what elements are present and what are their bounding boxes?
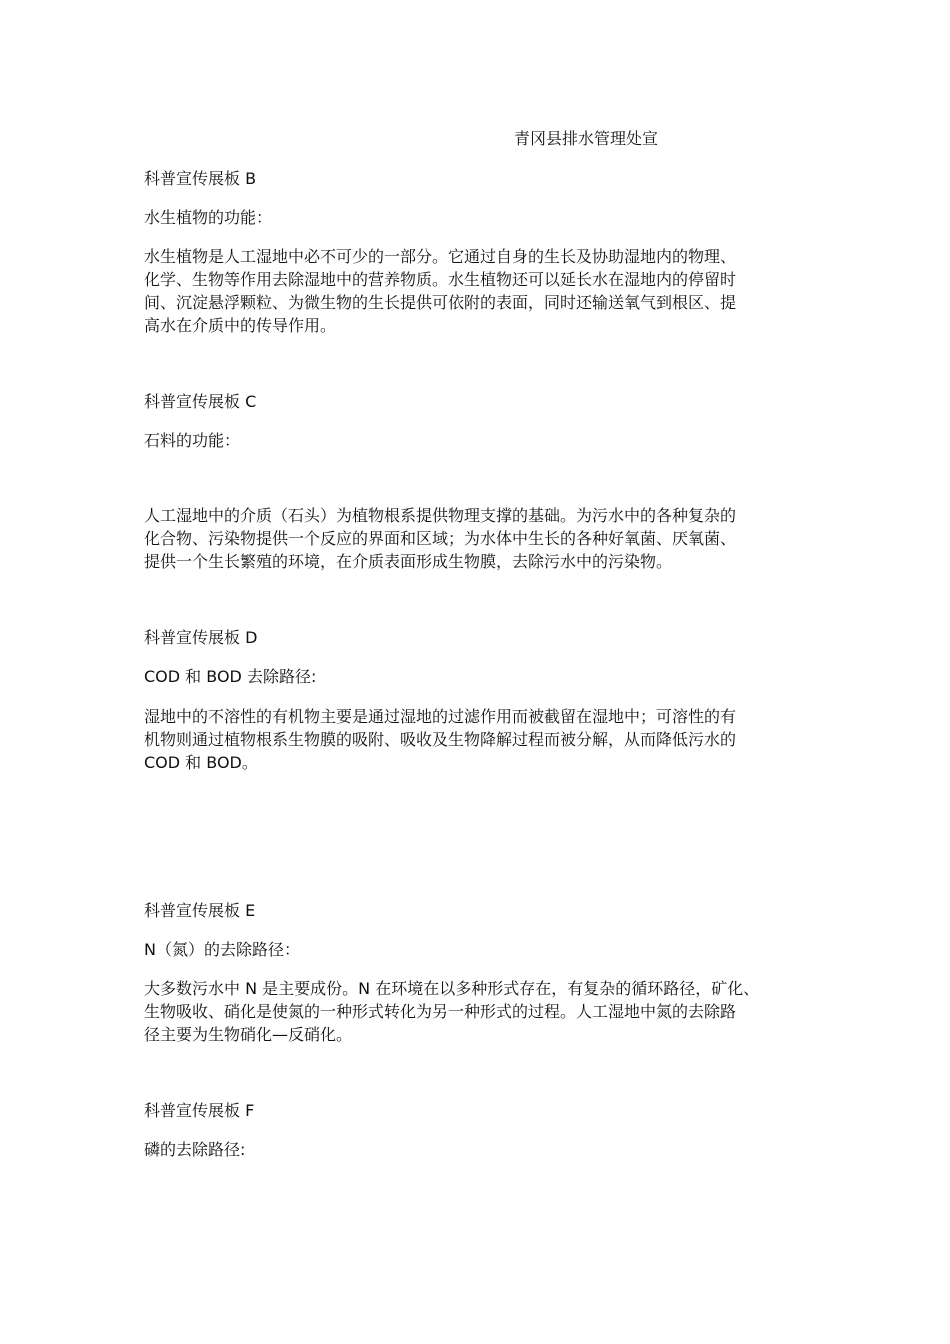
section-heading-d: COD 和 BOD 去除路径: (144, 667, 317, 686)
section-heading-b: 水生植物的功能： (144, 208, 273, 227)
section-body-e: 大多数污水中 N 是主要成份。N 在环境在以多种形式存在，有复杂的循环路径，矿化、 生物吸收、硝化是使氮的一种形式转化为另一种形式的过程。人工湿地中氮的去除路 径主要为生物硝化—反硝化。 (144, 979, 760, 1044)
section-body-c: 人工湿地中的介质（石头）为植物根系提供物理支撑的基础。为污水中的各种复杂的 化合物、污染物提供一个反应的界面和区域；为水体中生长的各种好氧菌、厌氧菌、 提供一个生长繁殖的环境，在介质表面形成生物膜，去除污水中的污染物。 (144, 506, 737, 571)
section-body-b: 水生植物是人工湿地中必不可少的一部分。它通过自身的生长及协助湿地内的物理、 化学、生物等作用去除湿地中的营养物质。水生植物还可以延长水在湿地内的停留时 间、沉淀悬浮颗粒、为微生物的生长提供可依附的表面，同时还输送氧气到根区、提 高水在介质中的传导作用。 (144, 247, 737, 335)
board-title-f: 科普宣传展板 F (144, 1101, 255, 1120)
section-heading-e: N（氮）的去除路径： (144, 940, 300, 959)
board-title-d: 科普宣传展板 D (144, 628, 258, 647)
section-heading-f: 磷的去除路径: (144, 1140, 246, 1159)
section-body-d: 湿地中的不溶性的有机物主要是通过湿地的过滤作用而被截留在湿地中；可溶性的有 机物则通过植物根系生物膜的吸附、吸收及生物降解过程而被分解，从而降低污水的 COD 和 BOD。 (144, 707, 737, 772)
board-title-e: 科普宣传展板 E (144, 901, 256, 920)
section-heading-c: 石料的功能： (144, 431, 241, 450)
board-title-b: 科普宣传展板 B (144, 169, 257, 188)
document-header: 青冈县排水管理处宣 (514, 129, 659, 148)
board-title-c: 科普宣传展板 C (144, 392, 257, 411)
